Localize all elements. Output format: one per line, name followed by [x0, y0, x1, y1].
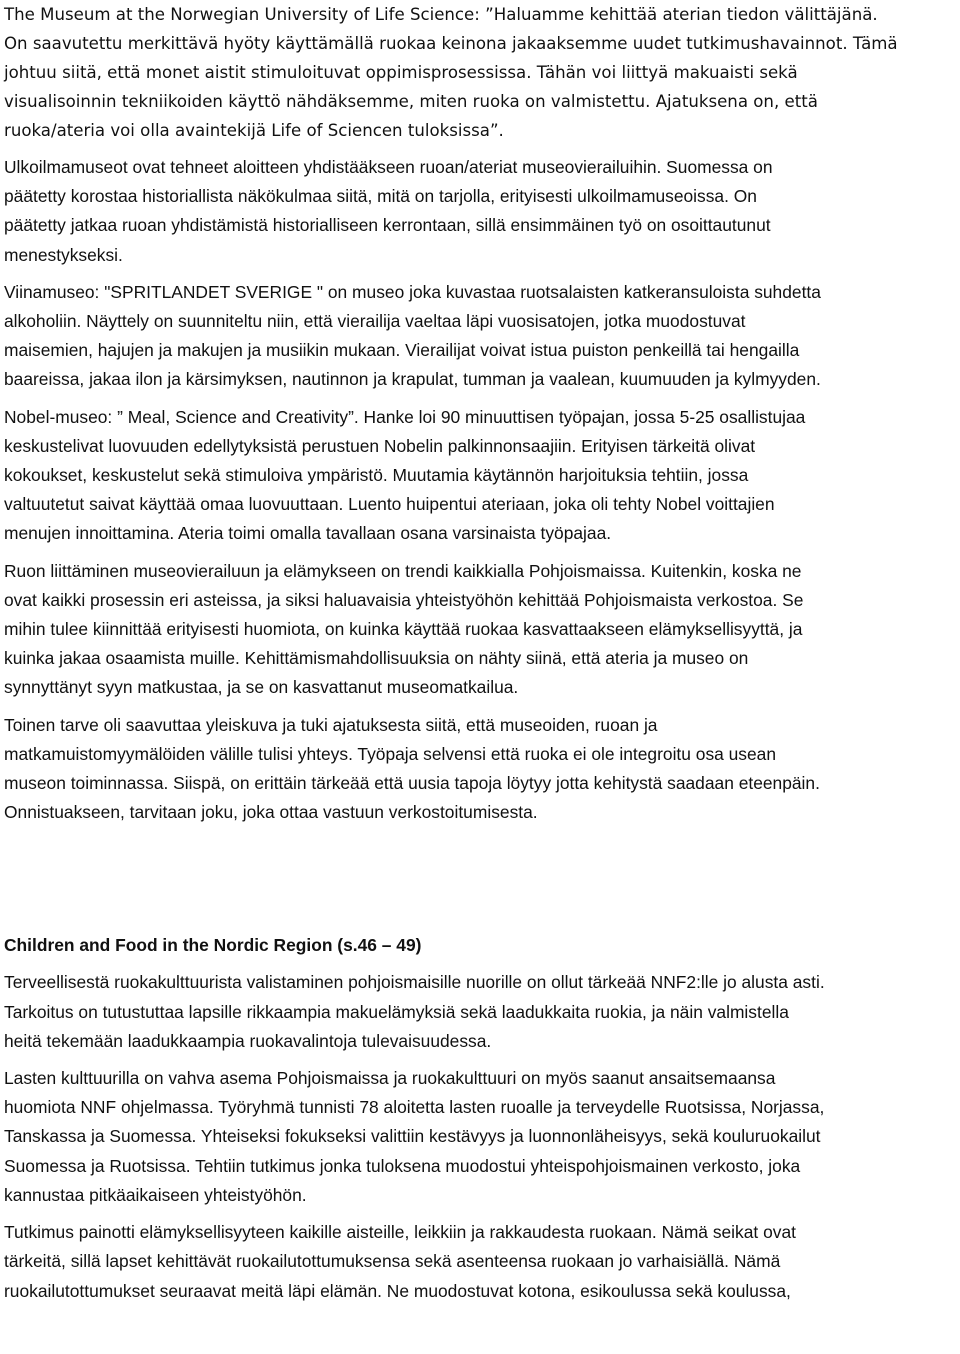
paragraph-museum-norwegian-university: [4, 0, 956, 145]
text-line: Nobel-museo: ” Meal, Science and Creativity”. Hanke loi 90 minuuttisen työpajan, jossa 5-25 osallistujaa: [4, 406, 806, 427]
section-heading: Children and Food in the Nordic Region (s.46 – 49): [4, 935, 422, 956]
paragraph-nordic-trend: [4, 557, 956, 703]
text-line: kokoukset, keskustelut sekä stimuloiva ympäristö. Muutamia käytännön harjoituksia tehtiin, jossa: [4, 465, 749, 486]
text-line: The Museum at the Norwegian University of Life Science: ”Haluamme kehittää aterian tiedon välittäjänä.: [4, 5, 878, 24]
text-line: ruoka/ateria voi olla avaintekijä Life of Sciencen tuloksissa”.: [4, 121, 504, 140]
text-line: alkoholiin. Näyttely on suunniteltu niin, että vierailija vaeltaa läpi vuosisatojen, jotka muodostuvat: [4, 311, 746, 332]
text-line: Onnistuakseen, tarvitaan joku, joka ottaa vastuun verkostoitumisesta.: [4, 802, 538, 823]
paragraph-nobel-museum: [4, 403, 956, 549]
text-line: matkamuistomyymälöiden välille tulisi yhteys. Työpaja selvensi että ruoka ei ole integroitu osa usean: [4, 743, 777, 764]
text-line: Toinen tarve oli saavuttaa yleiskuva ja tuki ajatuksesta siitä, että museoiden, ruoan ja: [4, 714, 658, 735]
paragraph-healthy-food-culture: [4, 968, 956, 1056]
text-line: Tanskassa ja Suomessa. Yhteiseksi fokukseksi valittiin kestävyys ja luonnonläheisyys, sekä kouluruokailut: [4, 1126, 821, 1147]
text-line: Ulkoilmamuseot ovat tehneet aloitteen yhdistääkseen ruoan/ateriat museovierailuihin. Suomessa on: [4, 157, 773, 177]
paragraph-childrens-culture: [4, 1064, 956, 1210]
document-page: [4, 0, 956, 1306]
paragraph-spirits-museum: [4, 278, 956, 395]
text-line: synnyttänyt syyn matkustaa, ja se on kasvattanut museomatkailua.: [4, 677, 519, 698]
text-line: Lasten kulttuurilla on vahva asema Pohjoismaissa ja ruokakulttuuri on myös saanut ansaitsemaansa: [4, 1068, 776, 1089]
text-line: baareissa, jakaa ilon ja kärsimyksen, nautinnon ja krapulat, tumman ja vaalean, kuumuuden ja kylmyyden.: [4, 369, 821, 390]
text-line: Ruon liittäminen museovierailuun ja elämykseen on trendi kaikkialla Pohjoismaissa. Kuitenkin, koska ne: [4, 560, 802, 581]
text-line: päätetty jatkaa ruoan yhdistämistä historialliseen kerrontaan, sillä ensimmäinen työ on osoittautunut: [4, 215, 771, 236]
text-line: valtuutetut saivat käyttää omaa luovuuttaan. Luento huipentui ateriaan, joka oli tehty Nobel voittajien: [4, 494, 775, 515]
text-line: ruokailutottumukset seuraavat meitä läpi elämän. Ne muodostuvat kotona, esikoulussa sekä koulussa,: [4, 1280, 791, 1301]
text-line: kannustaa pitkäaikaiseen yhteistyöhön.: [4, 1184, 307, 1205]
text-line: mihin tulee kiinnittää erityisesti huomiota, on kuinka käyttää ruokaa kasvattaakseen elämyksellisyyttä, ja: [4, 619, 803, 640]
text-line: johtuu siitä, että monet aistit stimuloituvat oppimisprosessissa. Tähän voi liittyä makuaisti sekä: [4, 63, 798, 82]
text-line: tärkeitä, sillä lapset kehittävät ruokailutottumuksensa sekä asenteensa ruokaan jo varhaisiällä. Nämä: [4, 1251, 781, 1272]
text-line: heitä tekemään laadukkaampia ruokavalintoja tulevaisuudessa.: [4, 1030, 492, 1051]
text-line: On saavutettu merkittävä hyöty käyttämällä ruokaa keinona jakaaksemme uudet tutkimushavainnot. Tämä: [4, 34, 898, 53]
text-line: Tarkoitus on tutustuttaa lapsille rikkaampia makuelämyksiä sekä laadukkaita ruokia, ja näin valmistella: [4, 1001, 789, 1022]
text-line: kuinka jakaa osaamista muille. Kehittämismahdollisuuksia on nähty siinä, että ateria ja museo on: [4, 648, 749, 669]
text-line: huomiota NNF ohjelmassa. Työryhmä tunnisti 78 aloitetta lasten ruoalle ja terveydelle Ruotsissa, Norjassa,: [4, 1097, 825, 1118]
text-line: Terveellisestä ruokakulttuurista valistaminen pohjoismaisille nuorille on ollut tärkeää NNF2:lle jo alusta asti.: [4, 972, 825, 993]
text-line: menestykseksi.: [4, 244, 123, 265]
text-line: menujen innoittamina. Ateria toimi omalla tavallaan osana varsinaista työpajaa.: [4, 523, 612, 544]
text-line: museon toiminnassa. Siispä, on erittäin tärkeää että uusia tapoja löytyy jotta kehitystä saadaan eteenpäin.: [4, 773, 820, 794]
text-line: Tutkimus painotti elämyksellisyyteen kaikille aisteille, leikkiin ja rakkaudesta ruokaan. Nämä seikat ovat: [4, 1222, 796, 1243]
text-line: visualisoinnin tekniikoiden käyttö nähdäksemme, miten ruoka on valmistettu. Ajatuksena on, että: [4, 92, 818, 111]
text-line: keskustelivat luovuuden edellytyksistä perustuen Nobelin palkinnonsaajiin. Erityisen tärkeitä olivat: [4, 435, 756, 456]
text-line: Viinamuseo: "SPRITLANDET SVERIGE " on museo joka kuvastaa ruotsalaisten katkeransuloista suhdetta: [4, 281, 821, 302]
text-line: ovat kaikki prosessin eri asteissa, ja siksi haluavaisia yhteistyöhön kehittää Pohjoismaista verkostoa. Se: [4, 589, 804, 610]
paragraph-second-need: [4, 711, 956, 828]
text-line: Suomessa ja Ruotsissa. Tehtiin tutkimus jonka tuloksena muodostui yhteispohjoismainen verkosto, joka: [4, 1155, 801, 1176]
text-line: päätetty korostaa historiallista näkökulmaa siitä, mitä on tarjolla, erityisesti ulkoilmamuseoissa. On: [4, 186, 757, 207]
paragraph-research-emphasis: [4, 1218, 956, 1306]
text-line: maisemien, hajujen ja makujen ja musiikin mukaan. Vierailijat voivat istua puiston penkeillä tai hengailla: [4, 340, 800, 361]
paragraph-open-air-museums: [4, 153, 956, 270]
